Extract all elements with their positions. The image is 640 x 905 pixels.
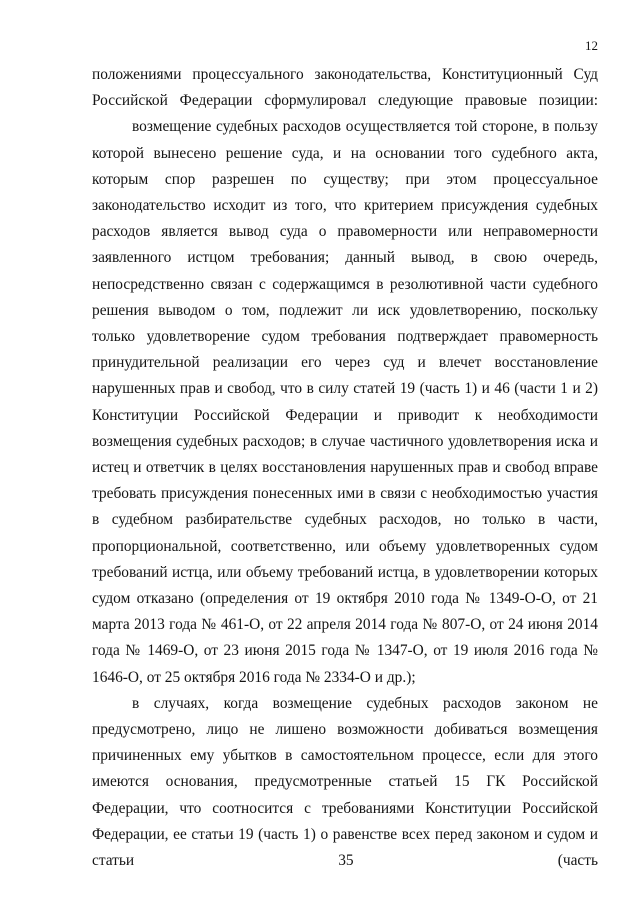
document-body bbox=[92, 62, 598, 874]
paragraph-court-expenses: возмещение судебных расходов осуществляется той стороне, в пользу которой вынесено решение суда, и на основании того судебного акта, которым спор разрешен по существу; при этом процессуальное законодательство исходит из того, что критерием присуждения судебных расходов является вывод суда о правомерности или неправомерности заявленного истцом требования; данный вывод, в свою очередь, непосредственно связан с содержащимся в резолютивной части судебного решения выводом о том, подлежит ли иск удовлетворению, поскольку только удовлетворение судом требования подтверждает правомерность принудительной реализации его через суд и влечет восстановление нарушенных прав и свобод, что в силу статей 19 (часть 1) и 46 (части 1 и 2) Конституции Российской Федерации и приводит к необходимости возмещения судебных расходов; в случае частичного удовлетворения иска и истец и ответчик в целях восстановления нарушенных прав и свобод вправе требовать присуждения понесенных ими в связи с необходимостью участия в судебном разбирательстве судебных расходов, но только в части, пропорциональной, соответственно, или объему удовлетворенных судом требований истца, или объему требований истца, в удовлетворении которых судом отказано (определения от 19 октября 2010 года № 1349-О-О, от 21 марта 2013 года № 461-О, от 22 апреля 2014 года № 807-О, от 24 июня 2014 года № 1469-О, от 23 июня 2015 года № 1347-О, от 19 июля 2016 года № 1646-О, от 25 октября 2016 года № 2334-О и др.); bbox=[92, 118, 598, 686]
paragraph-intro: положениями процессуального законодательства, Конституционный Суд Российской Федерации сформулировал следующие правовые позиции: bbox=[92, 66, 598, 110]
page-number: 12 bbox=[585, 38, 598, 53]
paragraph-damages: в случаях, когда возмещение судебных расходов законом не предусмотрено, лицо не лишено возможности добиваться возмещения причиненных ему убытков в самостоятельном процессе, если для этого имеются основания, предусмотренные статьей 15 ГК Российской Федерации, что соотносится с требованиями Конституции Российской Федерации, ее статьи 19 (часть 1) о равенстве всех перед законом и судом и статьи 35 (часть bbox=[92, 694, 598, 870]
